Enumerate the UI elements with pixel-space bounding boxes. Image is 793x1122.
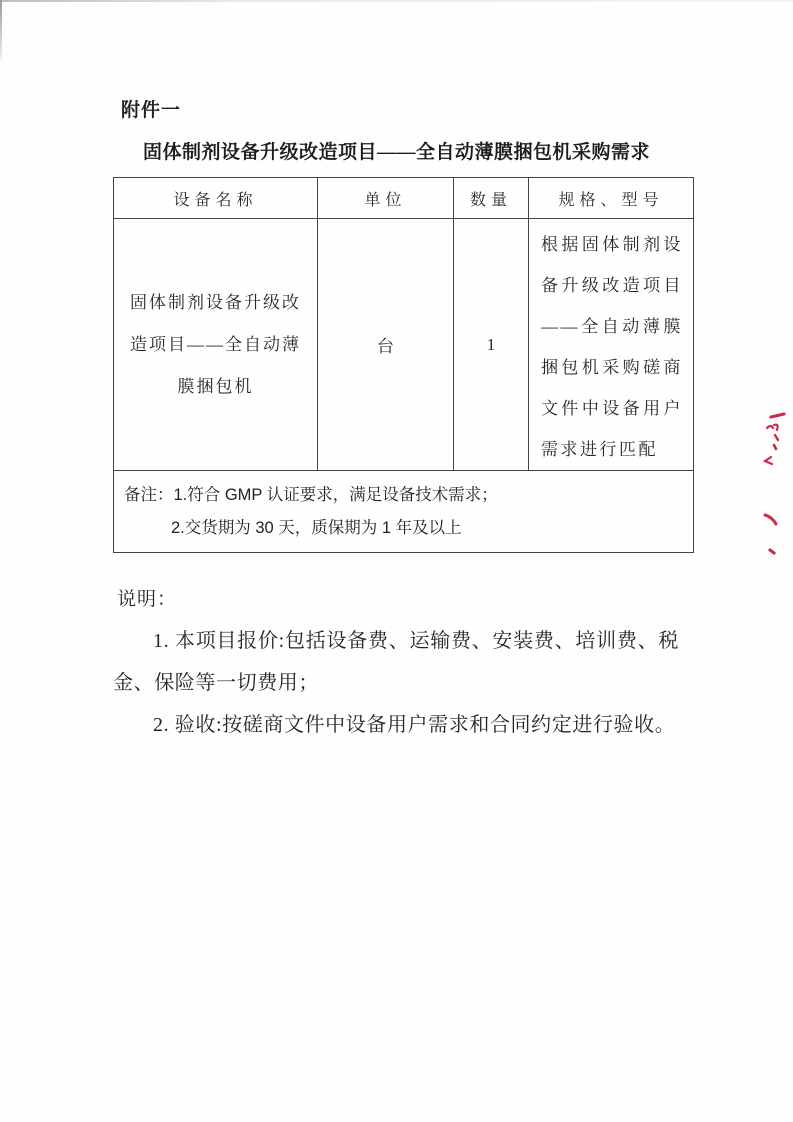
scan-edge-left: [0, 0, 2, 60]
table-header-row: [114, 178, 694, 219]
scan-edge-top: [0, 0, 793, 2]
cell-spec: 根据固体制剂设备升级改造项目——全自动薄膜捆包机采购磋商文件中设备用户需求进行匹配: [529, 219, 694, 471]
remark-line-2: [124, 512, 685, 545]
cell-quantity: 1: [454, 219, 529, 471]
notes-heading: 说明：: [117, 589, 178, 610]
column-header-quantity: 数量: [454, 178, 529, 219]
remark-item-2: 2.交货期为 30 天，质保期为 1 年及以上: [171, 518, 462, 537]
note-item-2: 2. 验收:按磋商文件中设备用户需求和合同约定进行验收。: [153, 714, 676, 736]
column-header-device-name: 设备名称: [114, 178, 318, 219]
column-header-unit: 单位: [318, 178, 454, 219]
table-remark-row: [114, 471, 694, 553]
cell-unit: 台: [318, 219, 454, 471]
red-ink-marks-icon: [756, 404, 793, 564]
cell-remark: [114, 471, 694, 553]
document-title: 固体制剂设备升级改造项目——全自动薄膜捆包机采购需求: [142, 142, 650, 163]
remark-label: 备注：: [124, 485, 174, 504]
procurement-table: [113, 177, 694, 553]
note-item-1: 1. 本项目报价:包括设备费、运输费、安装费、培训费、税金、保险等一切费用；: [113, 630, 679, 694]
attachment-label: 附件一: [121, 100, 182, 121]
cell-device-name: 固体制剂设备升级改造项目——全自动薄膜捆包机: [114, 219, 318, 471]
remark-item-1: 1.符合 GMP 认证要求，满足设备技术需求；: [173, 485, 498, 504]
notes-section: [113, 584, 679, 746]
column-header-spec: 规格、型号: [529, 178, 694, 219]
table-row: [114, 219, 694, 471]
remark-line-1: [124, 479, 685, 512]
